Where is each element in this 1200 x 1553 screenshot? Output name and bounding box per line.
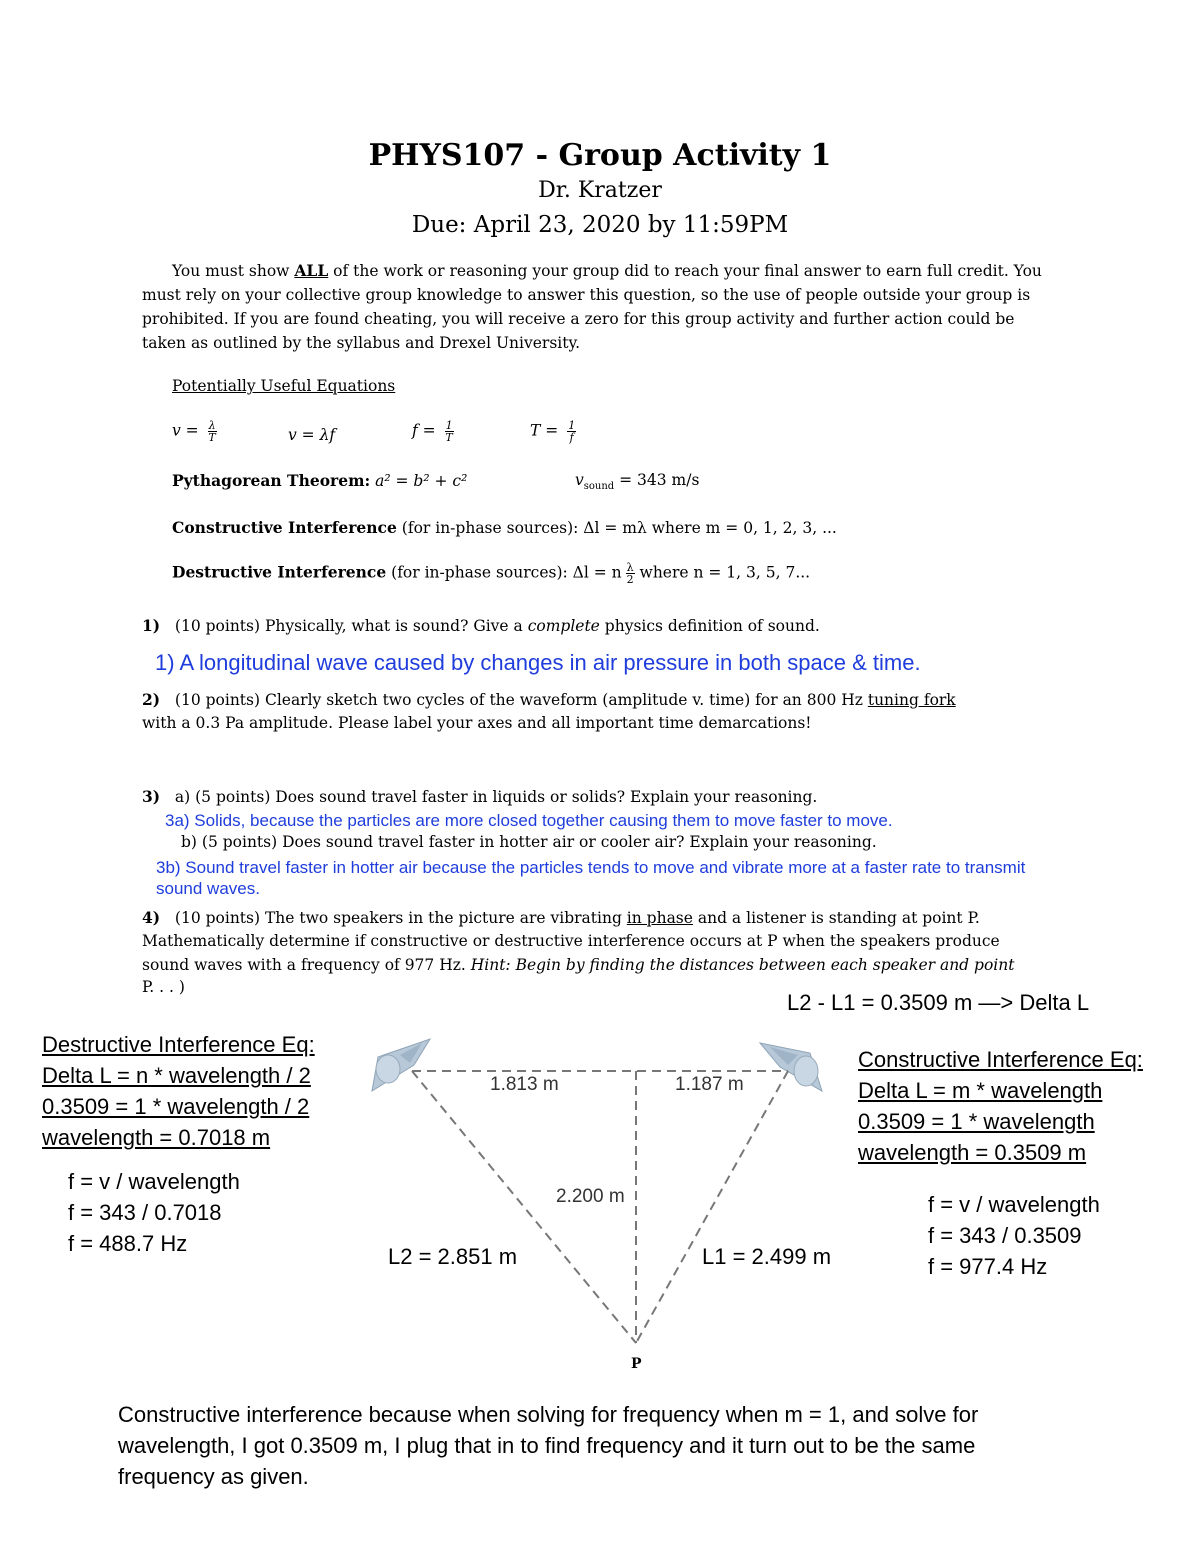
equation-velocity-period: v = $\frac{\lambda}{T}$ xyxy=(172,419,216,444)
page-title: PHYS107 - Group Activity 1 xyxy=(368,138,832,173)
equation-frequency: f = $\frac{1}{T}$ xyxy=(412,419,453,444)
answer-3a: 3a) Solids, because the particles are more closed together causing them to move faster to move. xyxy=(165,811,893,830)
destructive-interference-equation: Destructive Interference (for in-phase sources): Δl = n $\frac{\lambda}{2}$ where n = 1, 3, 5, 7... xyxy=(172,561,811,586)
equation-period: T = $\frac{1}{f}$ xyxy=(530,419,576,444)
l1-label: L1 = 2.499 m xyxy=(702,1244,832,1269)
instructions-paragraph: You must show ALL of the work or reasoning your group did to reach your final answer to earn full credit. You must rely on your collective group knowledge to answer this question, so the use of people outside your group is prohibited. If you are found cheating, you will receive a zero for this group activity and further action could be taken as outlined by the syllabus and Drexel University. xyxy=(142,261,1042,352)
question-4-line2: Mathematically determine if constructive or destructive interference occurs at P when the speakers produce xyxy=(142,932,1000,950)
right-speaker-icon xyxy=(760,1043,822,1091)
constructive-annotation: Constructive Interference Eq: Delta L = m * wavelength 0.3509 = 1 * wavelength wavelength = 0.3509 m xyxy=(858,1047,1143,1165)
question-3a: 3) a) (5 points) Does sound travel faster in liquids or solids? Explain your reasoning. xyxy=(142,787,818,806)
height-label: 2.200 m xyxy=(556,1186,625,1207)
pythagorean-theorem: Pythagorean Theorem: a² = b² + c² xyxy=(172,471,468,490)
due-date: Due: April 23, 2020 by 11:59PM xyxy=(411,212,789,238)
equation-velocity-frequency: v = λf xyxy=(288,426,336,444)
destructive-frequency: f = v / wavelength f = 343 / 0.7018 f = 488.7 Hz xyxy=(68,1169,240,1256)
left-distance-label: 1.813 m xyxy=(490,1074,559,1095)
point-p-label: P xyxy=(631,1356,642,1372)
delta-l-note: L2 - L1 = 0.3509 m —> Delta L xyxy=(787,990,1090,1015)
sound-speed: $v_{sound} = 343$ m/s xyxy=(575,471,700,493)
answer-3b-line2: sound waves. xyxy=(156,879,260,898)
answer-3b-line1: 3b) Sound travel faster in hotter air because the particles tends to move and vibrate more at a faster rate to transmit xyxy=(156,858,1026,877)
constructive-frequency: f = v / wavelength f = 343 / 0.3509 f = 977.4 Hz xyxy=(928,1192,1100,1279)
right-path-line xyxy=(636,1071,788,1343)
constructive-interference-equation: Constructive Interference (for in-phase sources): Δl = mλ where m = 0, 1, 2, 3, ... xyxy=(172,518,837,537)
question-1: 1) (10 points) Physically, what is sound? Give a complete physics definition of sound. xyxy=(142,616,820,635)
question-4-line4: P. . . ) xyxy=(142,978,185,996)
l2-label: L2 = 2.851 m xyxy=(388,1244,518,1269)
instructor-name: Dr. Kratzer xyxy=(538,178,662,203)
question-4-line1: 4) (10 points) The two speakers in the picture are vibrating in phase and a listener is standing at point P. xyxy=(142,908,980,927)
destructive-annotation: Destructive Interference Eq: Delta L = n * wavelength / 2 0.3509 = 1 * wavelength / 2 wavelength = 0.7018 m xyxy=(42,1032,315,1150)
question-2-line2: with a 0.3 Pa amplitude. Please label your axes and all important time demarcations! xyxy=(142,714,812,732)
right-distance-label: 1.187 m xyxy=(675,1074,744,1095)
all-emphasis: ALL xyxy=(294,261,329,280)
question-3b: b) (5 points) Does sound travel faster in hotter air or cooler air? Explain your reasoning. xyxy=(181,833,877,851)
question-4-line3: sound waves with a frequency of 977 Hz. Hint: Begin by finding the distances between each speaker and point xyxy=(142,956,1015,974)
answer-1: 1) A longitudinal wave caused by changes in air pressure in both space & time. xyxy=(155,650,921,675)
conclusion-paragraph: Constructive interference because when solving for frequency when m = 1, and solve for wavelength, I got 0.3509 m, I plug that in to find frequency and it turn out to be the same frequency as given. xyxy=(118,1402,979,1489)
equations-heading: Potentially Useful Equations xyxy=(172,377,396,395)
question-2: 2) (10 points) Clearly sketch two cycles of the waveform (amplitude v. time) for an 800 Hz tuning fork xyxy=(142,690,956,709)
